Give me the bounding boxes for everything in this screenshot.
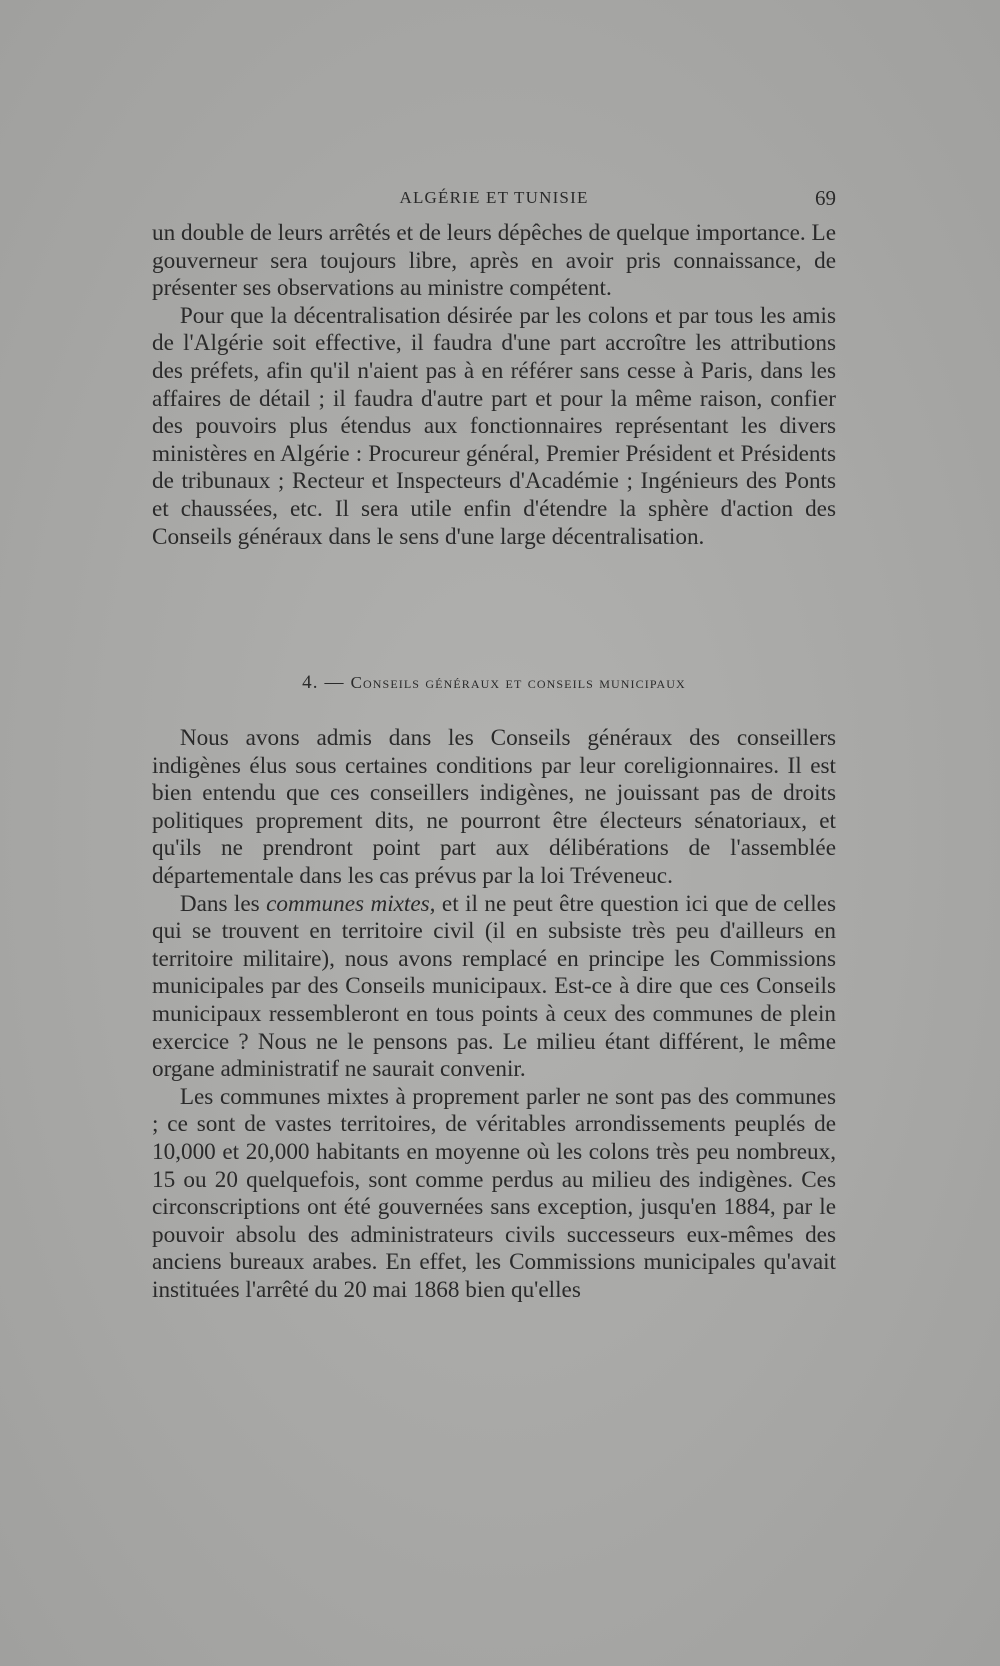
paragraph-conseils-generaux: Nous avons admis dans les Conseils généraux des conseillers indigènes élus sous certaines conditions par leur coreligionnaires. Il est bien entendu que ces conseillers indigènes, ne jouissant pas de droits politiques proprement dits, ne pourront être électeurs sénatoriaux, et qu'ils ne prendront point part aux délibérations de l'assemblée départementale dans les cas prévus par la loi Tréveneuc. xyxy=(152,725,836,889)
paragraph-continuation: un double de leurs arrêtés et de leurs dépêches de quelque importance. Le gouverneur sera toujours libre, après en avoir pris connaissance, de présenter ses observations au ministre compétent. xyxy=(152,220,836,302)
paragraph-text: Dans les xyxy=(179,890,267,917)
text-block-bottom xyxy=(152,725,836,1304)
page-number: 69 xyxy=(815,186,836,210)
text-block-top xyxy=(152,220,836,551)
paragraph-decentralisation: Pour que la décentralisation désirée par les colons et par tous les amis de l'Algérie soit effective, il faudra d'une part accroître les attributions des préfets, afin qu'il n'aient pas à en référer sans cesse à Paris, dans les affaires de détail ; il faudra d'autre part et pour la même raison, confier des pouvoirs plus étendus aux fonctionnaires représentant les divers ministères en Algérie : Procureur général, Premier Président et Présidents de tribunaux ; Recteur et Inspecteurs d'Académie ; Ingénieurs des Ponts et chaussées, etc. Il sera utile enfin d'étendre la sphère d'action des Conseils généraux dans le sens d'une large décentralisation. xyxy=(152,302,836,550)
section-number: 4. — xyxy=(302,672,345,693)
italic-term: communes mixtes, xyxy=(266,890,436,917)
paragraph-communes-description: Les communes mixtes à proprement parler ne sont pas des communes ; ce sont de vastes territoires, de véritables arrondissements peuplés de 10,000 et 20,000 habitants en moyenne où les colons très peu nombreux, 15 ou 20 quelquefois, sont comme perdus au milieu des indigènes. Ces circonscriptions ont été gouvernées sans exception, jusqu'en 1884, par le pouvoir absolu des administrateurs civils successeurs eux-mêmes des anciens bureaux arabes. En effet, les Commissions municipales qu'avait instituées l'arrêté du 20 mai 1868 bien qu'elles xyxy=(152,1083,836,1303)
running-head xyxy=(152,186,836,212)
section-title: Conseils généraux et conseils municipaux xyxy=(350,673,686,692)
running-title: ALGÉRIE ET TUNISIE xyxy=(399,188,589,207)
paragraph-text: et il ne peut être question ici que de celles qui se trouvent en territoire civil (il en subsiste très peu d'ailleurs en territoire militaire), nous avons remplacé en principe les Commissions municipales par des Conseils municipaux. Est-ce à dire que ces Conseils municipaux ressembleront en tous points à ceux des communes de plein exercice ? Nous ne le pensons pas. Le milieu étant différent, le même organe administratif ne saurait convenir. xyxy=(152,890,836,1083)
paragraph-communes-mixtes xyxy=(152,891,836,1084)
section-heading xyxy=(152,672,836,694)
